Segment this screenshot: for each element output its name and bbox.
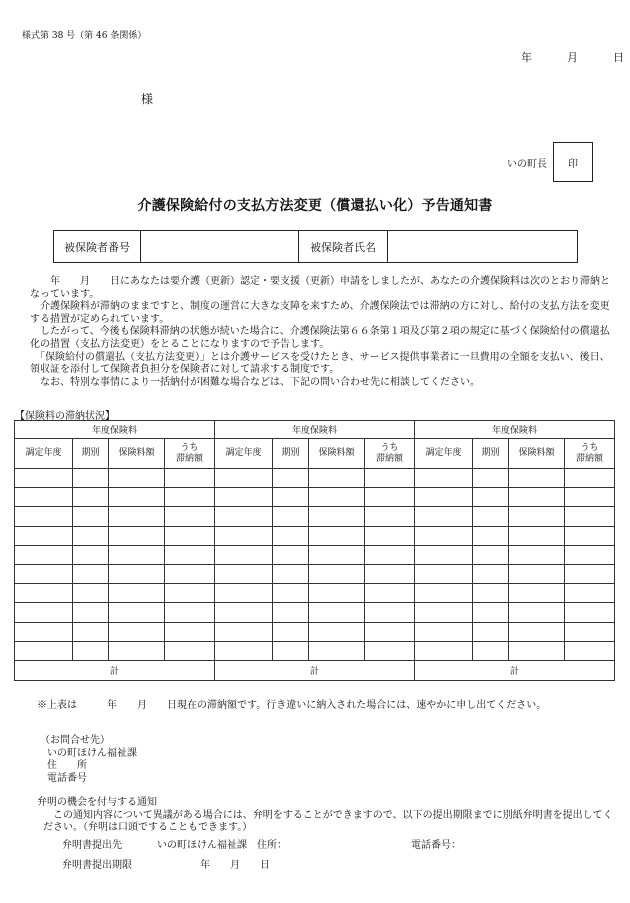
submit-destination-label: 弁明書提出先 [62, 840, 122, 851]
table-cell[interactable] [273, 641, 309, 660]
table-cell[interactable] [473, 603, 509, 622]
contact-block [40, 735, 137, 785]
date-year: 年 [521, 51, 532, 64]
insured-name-label: 被保険者氏名 [299, 231, 388, 262]
table-cell[interactable] [273, 545, 309, 564]
table-cell[interactable] [215, 507, 273, 526]
table-cell[interactable] [365, 469, 415, 488]
table-cell[interactable] [73, 564, 109, 583]
issue-date [521, 49, 624, 65]
table-cell[interactable] [15, 584, 73, 603]
column-header: 期別 [473, 439, 509, 469]
total-label: 計 [510, 666, 520, 677]
group-header: 年度保険料 [215, 421, 415, 439]
table-cell[interactable] [109, 545, 165, 564]
table-cell[interactable] [273, 507, 309, 526]
table-cell[interactable] [165, 603, 215, 622]
table-cell[interactable] [565, 603, 615, 622]
contact-phone-label: 電話番号 [47, 772, 87, 784]
table-cell[interactable] [165, 641, 215, 660]
table-cell[interactable] [273, 584, 309, 603]
table-cell[interactable] [473, 488, 509, 507]
table-row [15, 545, 615, 564]
table-cell[interactable] [109, 469, 165, 488]
table-cell[interactable] [273, 603, 309, 622]
deadline-date: 年 月 日 [200, 860, 270, 871]
table-row [15, 469, 615, 488]
table-cell[interactable] [15, 622, 73, 641]
column-header: うち 滞納額 [365, 439, 415, 469]
table-cell[interactable] [365, 584, 415, 603]
column-header: 保険料額 [509, 439, 565, 469]
table-cell[interactable] [73, 488, 109, 507]
table-cell[interactable] [215, 564, 273, 583]
table-cell[interactable] [415, 564, 473, 583]
table-cell[interactable] [15, 507, 73, 526]
insured-number-field[interactable] [141, 231, 299, 262]
body-paragraph: なお、特別な事情により一括納付が困難な場合などは、下記の問い合わせ先に相談してください。 [30, 376, 480, 388]
table-cell[interactable] [215, 526, 273, 545]
table-cell[interactable] [309, 488, 365, 507]
column-header: 調定年度 [215, 439, 273, 469]
table-cell[interactable] [73, 469, 109, 488]
column-header: 期別 [273, 439, 309, 469]
table-cell[interactable] [509, 507, 565, 526]
table-cell[interactable] [273, 622, 309, 641]
table-cell[interactable] [165, 488, 215, 507]
table-cell[interactable] [415, 526, 473, 545]
table-cell[interactable] [509, 641, 565, 660]
table-cell[interactable] [565, 584, 615, 603]
table-cell[interactable] [215, 622, 273, 641]
table-cell[interactable] [509, 469, 565, 488]
table-cell[interactable] [415, 622, 473, 641]
table-column-header-row [15, 439, 615, 469]
table-cell[interactable] [309, 507, 365, 526]
table-cell[interactable] [415, 603, 473, 622]
table-cell[interactable] [165, 564, 215, 583]
table-cell[interactable] [565, 526, 615, 545]
total-label: 計 [110, 666, 120, 677]
defense-text: この通知内容について異議がある場合には、弁明をすることができますので、以下の提出期限までに別紙弁明書を提出してください。（弁明は口頭ですることもできます。） [43, 809, 613, 833]
table-cell[interactable] [309, 545, 365, 564]
table-row [15, 526, 615, 545]
table-cell[interactable] [473, 584, 509, 603]
defense-notice [37, 797, 617, 835]
table-cell[interactable] [473, 622, 509, 641]
table-cell[interactable] [15, 641, 73, 660]
table-cell[interactable] [73, 641, 109, 660]
column-header: 調定年度 [415, 439, 473, 469]
table-group-header-row [15, 421, 615, 439]
contact-address-label: 住 所 [47, 760, 87, 771]
table-cell[interactable] [73, 584, 109, 603]
body-paragraph: 介護保険料が滞納のままですと、制度の運営に大きな支障を来すため、介護保険法では滞納の方に対し、給付の支払方法を変更する措置が定められています。 [30, 301, 610, 325]
group-header: 年度保険料 [15, 421, 215, 439]
table-row [15, 564, 615, 583]
table-cell[interactable] [473, 526, 509, 545]
table-cell[interactable] [565, 545, 615, 564]
table-cell[interactable] [309, 603, 365, 622]
table-cell[interactable] [473, 564, 509, 583]
table-row [15, 584, 615, 603]
total-label: 計 [310, 666, 320, 677]
table-cell[interactable] [215, 584, 273, 603]
form-number: 様式第 38 号（第 46 条関係） [22, 31, 147, 41]
table-cell[interactable] [509, 488, 565, 507]
submit-destination-dept: いの町ほけん福祉課 住所： [157, 840, 287, 851]
table-cell[interactable] [109, 603, 165, 622]
table-cell[interactable] [415, 507, 473, 526]
submit-phone-label: 電話番号： [411, 840, 461, 851]
table-cell[interactable] [15, 545, 73, 564]
table-cell[interactable] [109, 641, 165, 660]
table-cell[interactable] [109, 622, 165, 641]
table-cell[interactable] [309, 622, 365, 641]
table-cell[interactable] [15, 469, 73, 488]
issuer-name: いの町長 [507, 159, 547, 170]
column-header: 保険料額 [109, 439, 165, 469]
table-cell[interactable] [15, 564, 73, 583]
table-cell[interactable] [415, 641, 473, 660]
table-cell[interactable] [365, 622, 415, 641]
date-day: 日 [613, 51, 624, 64]
column-header: 調定年度 [15, 439, 73, 469]
table-cell[interactable] [473, 507, 509, 526]
table-cell[interactable] [15, 488, 73, 507]
table-cell[interactable] [509, 545, 565, 564]
contact-department: いの町ほけん福祉課 [47, 747, 137, 759]
table-cell[interactable] [273, 469, 309, 488]
table-row [15, 603, 615, 622]
table-cell[interactable] [309, 641, 365, 660]
table-cell[interactable] [473, 545, 509, 564]
table-cell[interactable] [273, 488, 309, 507]
table-cell[interactable] [365, 641, 415, 660]
total-cell [215, 660, 415, 680]
table-cell[interactable] [165, 469, 215, 488]
date-month: 月 [567, 51, 578, 64]
column-header: うち 滞納額 [565, 439, 615, 469]
insured-name-field[interactable] [388, 231, 577, 262]
table-cell[interactable] [215, 545, 273, 564]
table-cell[interactable] [365, 507, 415, 526]
addressee-suffix: 様 [141, 92, 154, 106]
table-cell[interactable] [109, 526, 165, 545]
table-cell[interactable] [565, 507, 615, 526]
table-cell[interactable] [565, 564, 615, 583]
table-cell[interactable] [365, 564, 415, 583]
table-cell[interactable] [215, 469, 273, 488]
table-cell[interactable] [365, 488, 415, 507]
body-paragraph: 年 月 日にあなたは要介護（更新）認定・要支援（更新）申請をしましたが、あなたの介護保険料は次のとおり滞納となっています。 [30, 276, 610, 300]
table-cell[interactable] [365, 603, 415, 622]
table-cell[interactable] [73, 526, 109, 545]
column-header: 期別 [73, 439, 109, 469]
table-cell[interactable] [415, 545, 473, 564]
table-note: ※上表は 年 月 日現在の滞納額です。行き違いに納入された場合には、速やかに申し出てください。 [37, 700, 547, 711]
table-cell[interactable] [415, 469, 473, 488]
table-cell[interactable] [565, 622, 615, 641]
table-cell[interactable] [273, 526, 309, 545]
seal-label: 印 [568, 158, 578, 170]
table-cell[interactable] [109, 584, 165, 603]
table-cell[interactable] [509, 622, 565, 641]
table-cell[interactable] [509, 603, 565, 622]
contact-heading: （お問合せ先） [40, 735, 110, 746]
table-cell[interactable] [309, 526, 365, 545]
table-cell[interactable] [273, 564, 309, 583]
arrears-table [14, 420, 615, 681]
insured-info-box [53, 230, 578, 263]
table-cell[interactable] [165, 507, 215, 526]
table-cell[interactable] [165, 622, 215, 641]
group-header: 年度保険料 [415, 421, 615, 439]
document-title: 介護保険給付の支払方法変更（償還払い化）予告通知書 [137, 198, 493, 214]
table-cell[interactable] [109, 488, 165, 507]
table-row [15, 641, 615, 660]
column-header: 保険料額 [309, 439, 365, 469]
table-cell[interactable] [73, 507, 109, 526]
table-cell[interactable] [15, 603, 73, 622]
total-cell [415, 660, 615, 680]
column-header: うち 滞納額 [165, 439, 215, 469]
body-paragraph: 「保険給付の償還払（支払方法変更）」とは介護サービスを受けたとき、サービス提供事業者に一旦費用の全額を支払い、後日、領収証を添付して保険者負担分を保険者に対して請求する制度です。 [30, 351, 610, 376]
table-cell[interactable] [109, 507, 165, 526]
arrears-section-title: 【保険料の滞納状況】 [15, 411, 115, 422]
table-cell[interactable] [109, 564, 165, 583]
table-cell[interactable] [565, 641, 615, 660]
table-cell[interactable] [73, 603, 109, 622]
table-cell[interactable] [365, 545, 415, 564]
table-row [15, 622, 615, 641]
table-cell[interactable] [165, 584, 215, 603]
table-row [15, 507, 615, 526]
insured-number-label: 被保険者番号 [54, 231, 141, 262]
table-cell[interactable] [509, 584, 565, 603]
table-cell[interactable] [415, 584, 473, 603]
table-cell[interactable] [73, 622, 109, 641]
notice-body [30, 276, 614, 389]
table-cell[interactable] [473, 641, 509, 660]
total-cell [15, 660, 215, 680]
table-cell[interactable] [215, 641, 273, 660]
body-paragraph: したがって、今後も保険料滞納の状態が続いた場合に、介護保険法第６６条第１項及び第２項の規定に基づく保険給付の償還払化の措置（支払方法変更）をとることになりますので予告します。 [30, 326, 610, 350]
defense-heading: 弁明の機会を付与する通知 [37, 797, 157, 808]
table-cell[interactable] [365, 526, 415, 545]
table-cell[interactable] [565, 469, 615, 488]
table-cell[interactable] [73, 545, 109, 564]
table-cell[interactable] [509, 526, 565, 545]
table-cell[interactable] [509, 564, 565, 583]
table-row [15, 488, 615, 507]
arrears-table-body [15, 469, 615, 661]
table-cell[interactable] [215, 488, 273, 507]
deadline-label: 弁明書提出期限 [62, 860, 132, 871]
table-cell[interactable] [165, 545, 215, 564]
table-cell[interactable] [565, 488, 615, 507]
table-cell[interactable] [309, 564, 365, 583]
table-cell[interactable] [15, 526, 73, 545]
seal-box [553, 142, 593, 182]
table-cell[interactable] [415, 488, 473, 507]
total-row [15, 660, 615, 680]
table-cell[interactable] [215, 603, 273, 622]
table-cell[interactable] [309, 469, 365, 488]
table-cell[interactable] [473, 469, 509, 488]
table-cell[interactable] [309, 584, 365, 603]
table-cell[interactable] [165, 526, 215, 545]
